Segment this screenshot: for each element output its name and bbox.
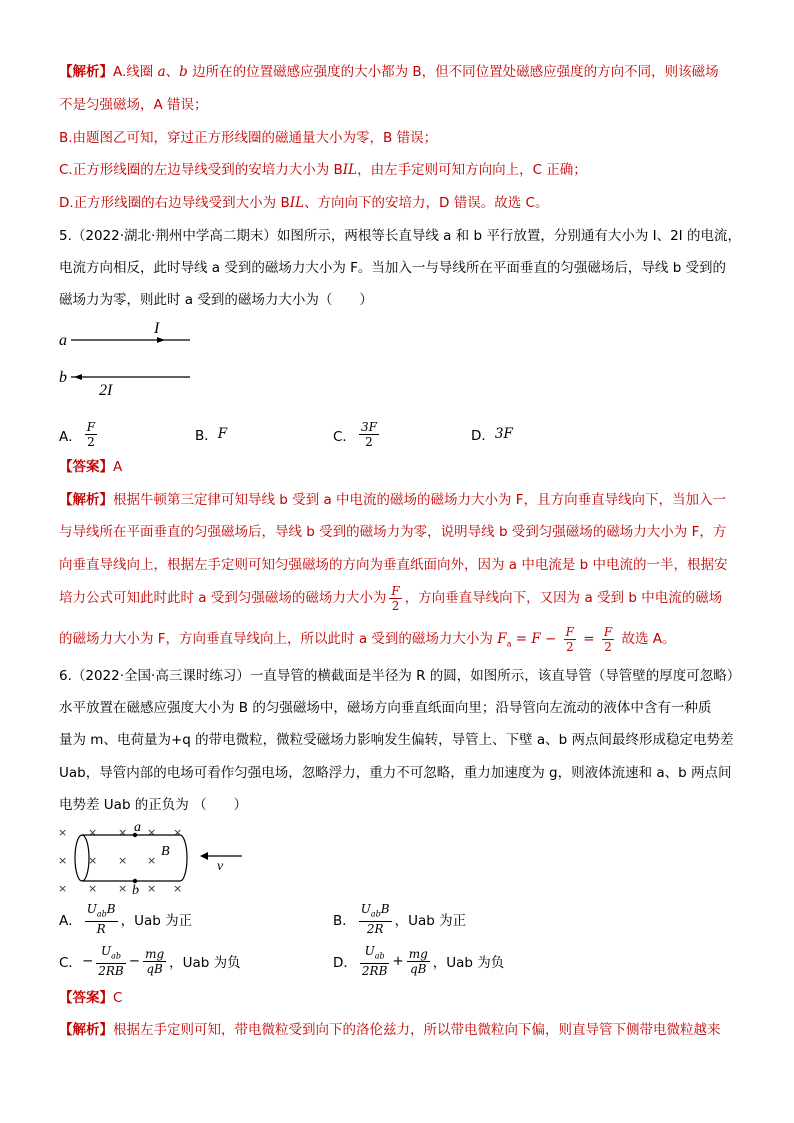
prev-solution-line-1: 【解析】A.线圈 a、b 边所在的位置磁感应强度的大小都为 B，但不同位置处磁感应强度的方向不同，则该磁场: [59, 64, 719, 80]
q5-solution-line-5: 的磁场力大小为 F，方向垂直导线向上，所以此时 a 受到的磁场力大小为 $F_a = F$ − $\frac{F}{2}$ = $\frac{F}{2}$ 故选 A。: [59, 624, 676, 654]
arrow-left-icon: [74, 374, 82, 380]
q5-figure-parallel-wires: [55, 315, 205, 395]
q6-solution-line-1: 【解析】根据左手定则可知，带电微粒受到向下的洛伦兹力，所以带电微粒向下偏，则直导管下侧带电微粒越来: [59, 1022, 721, 1038]
q5-solution-line-1: 【解析】根据牛顿第三定律可知导线 b 受到 a 中电流的磁场的磁场力大小为 F，且方向垂直导线向下，当加入一: [59, 492, 727, 508]
prev-solution-line-4: C.正方形线圈的左边导线受到的安培力大小为 BIL，由左手定则可知方向向上，C 正确；: [59, 162, 587, 178]
cross-mark: ×: [88, 854, 98, 867]
label-a: a: [59, 332, 67, 349]
label-b: b: [132, 883, 139, 898]
q5-option-b[interactable]: B．F: [195, 426, 228, 444]
q6-option-c[interactable]: C．− $\frac{U_{ab}}{2RB}$ − $\frac{mg}{qB}$ ，Uab 为负: [59, 944, 241, 979]
prev-solution-line-2: 不是匀强磁场，A 错误；: [59, 97, 208, 113]
conduit-right-end: [180, 835, 187, 881]
q6-stem-line-4: Uab，导管内部的电场可看作匀强电场，忽略浮力，重力不可忽略，重力加速度为 g，则液体流速和 a、b 两点间: [59, 765, 732, 781]
q5-option-a[interactable]: A． $\frac{F}{2}$: [59, 420, 96, 449]
q6-figure-conduit: [55, 820, 255, 900]
cross-mark: ×: [58, 854, 68, 867]
q6-option-a[interactable]: A． $\frac{U_{ab}B}{R}$ ，Uab 为正: [59, 902, 193, 937]
cross-mark: ×: [173, 882, 183, 895]
q5-answer: 【答案】A: [59, 459, 123, 475]
cross-mark: ×: [58, 826, 68, 839]
solution-tag: 【解析】: [59, 64, 113, 80]
q5-stem-line-1: 5.（2022·湖北·荆州中学高二期末）如图所示，两根等长直导线 a 和 b 平行放置，分别通有大小为 I、2I 的电流，: [59, 228, 741, 244]
q6-option-d[interactable]: D． $\frac{U_{ab}}{2RB}$ + $\frac{mg}{qB}$ ，Uab 为负: [333, 944, 505, 979]
arrow-right-icon: [157, 337, 165, 343]
q6-stem-line-2: 水平放置在磁感应强度大小为 B 的匀强磁场中，磁场方向垂直纸面向里；沿导管向左流动的液体中含有一种质: [59, 700, 712, 716]
q5-solution-line-2: 与导线所在平面垂直的匀强磁场后，导线 b 受到的磁场力为零，说明导线 b 受到匀强磁场的磁场力大小为 F，方: [59, 524, 727, 540]
prev-solution-line-5: D.正方形线圈的右边导线受到大小为 BIL、方向向下的安培力，D 错误。故选 C。: [59, 195, 549, 211]
q6-option-b[interactable]: B． $\frac{U_{ab}B}{2R}$ ，Uab 为正: [333, 902, 467, 937]
q5-solution-line-3: 向垂直导线向上，根据左手定则可知匀强磁场的方向为垂直纸面向外，因为 a 中电流是 b 中电流的一半，根据安: [59, 557, 728, 573]
label-field-b: B: [161, 844, 170, 859]
q6-answer: 【答案】C: [59, 990, 123, 1006]
q6-stem-line-1: 6.（2022·全国·高三课时练习）一直导管的横截面是半径为 R 的圆，如图所示，该直导管（导管壁的厚度可忽略）: [59, 668, 741, 684]
cross-mark: ×: [118, 882, 128, 895]
cross-mark: ×: [147, 854, 157, 867]
q5-option-c[interactable]: C． $\frac{3F}{2}$: [333, 420, 377, 449]
label-v: v: [217, 859, 224, 874]
cross-mark: ×: [118, 826, 128, 839]
q5-solution-line-4: 培力公式可知此时此时 a 受到匀强磁场的磁场力大小为 $\frac{F}{2}$ ，方向垂直导线向下，又因为 a 受到 b 中电流的磁场: [59, 583, 723, 613]
arrow-left-icon: [200, 852, 208, 860]
conduit-left-end: [75, 835, 89, 881]
label-current-2i: 2I: [99, 382, 113, 395]
label-b: b: [59, 369, 67, 386]
cross-mark: ×: [118, 854, 128, 867]
label-a: a: [134, 820, 141, 835]
label-current-i: I: [154, 320, 160, 337]
q5-stem-line-3: 磁场力为零，则此时 a 受到的磁场力大小为（ ）: [59, 292, 373, 308]
cross-mark: ×: [58, 882, 68, 895]
cross-mark: ×: [88, 826, 98, 839]
cross-mark: ×: [147, 826, 157, 839]
q5-stem-line-2: 电流方向相反，此时导线 a 受到的磁场力大小为 F。当加入一与导线所在平面垂直的匀强磁场后，导线 b 受到的: [59, 260, 727, 276]
q5-option-d[interactable]: D．3F: [471, 426, 513, 444]
cross-mark: ×: [173, 826, 183, 839]
cross-mark: ×: [147, 882, 157, 895]
cross-mark: ×: [88, 882, 98, 895]
q6-stem-line-5: 电势差 Uab 的正负为 （ ）: [59, 797, 248, 813]
prev-solution-line-3: B.由题图乙可知，穿过正方形线圈的磁通量大小为零，B 错误；: [59, 130, 438, 146]
q6-stem-line-3: 量为 m、电荷量为+q 的带电微粒，微粒受磁场力影响发生偏转，导管上、下壁 a、b 两点间最终形成稳定电势差: [59, 732, 734, 748]
